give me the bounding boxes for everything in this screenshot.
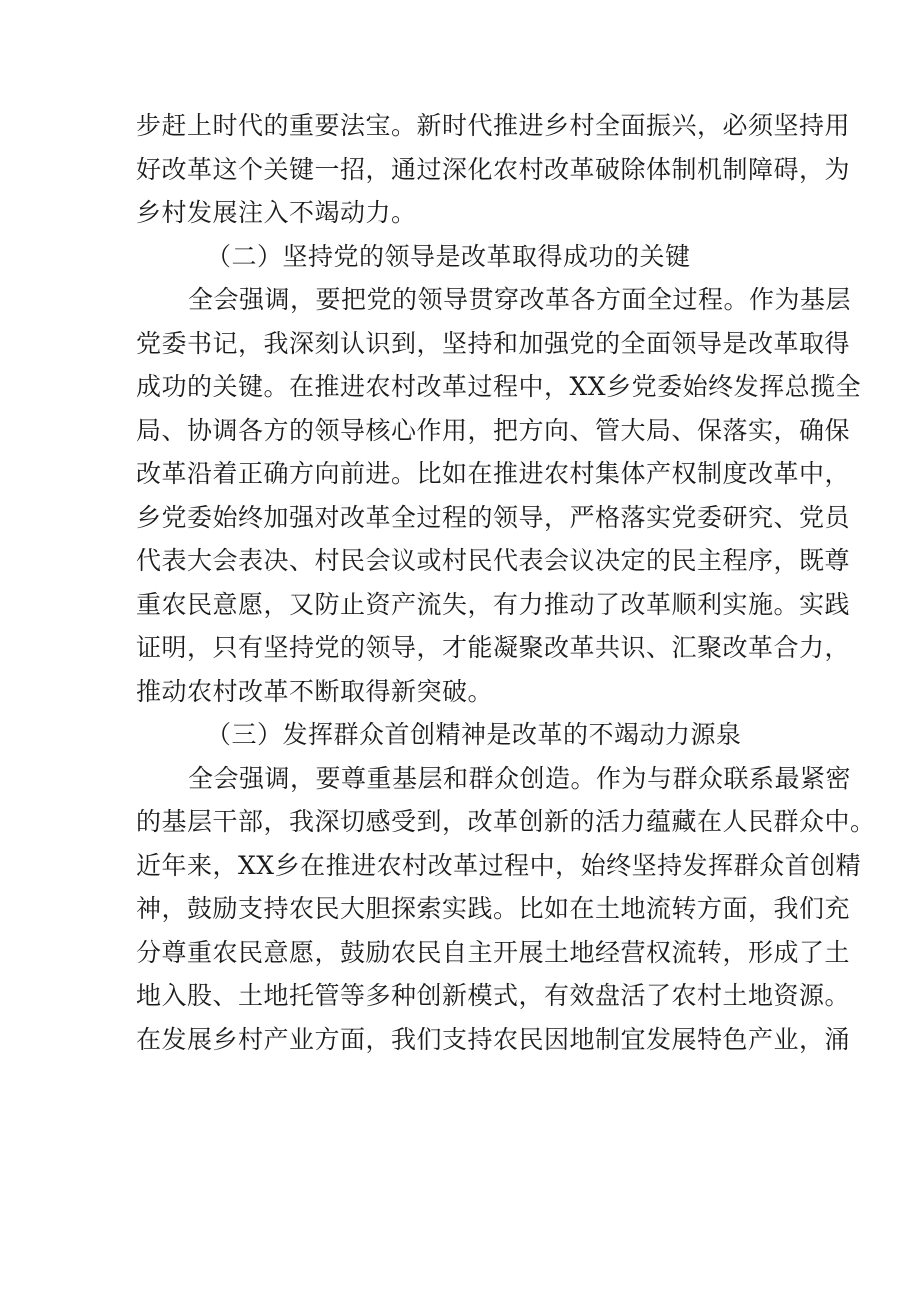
section-heading-2: （二）坚持党的领导是改革取得成功的关键: [206, 241, 691, 271]
text-line: 乡村发展注入不竭动力。: [136, 198, 417, 227]
text-line: 步赶上时代的重要法宝。新时代推进乡村全面振兴，必须坚持用: [136, 111, 851, 140]
text-line: 改革沿着正确方向前进。比如在推进农村集体产权制度改革中，: [136, 459, 851, 488]
paragraph-party-leadership: [136, 278, 862, 713]
text-line: 党委书记，我深刻认识到，坚持和加强党的全面领导是改革取得: [136, 328, 851, 358]
text-line: 证明，只有坚持党的领导，才能凝聚改革共识、汇聚改革合力，: [136, 633, 851, 662]
text-line: 分尊重农民意愿，鼓励农民自主开展土地经营权流转，形成了土: [136, 937, 851, 967]
text-line: 近年来，XX乡在推进农村改革过程中，始终坚持发挥群众首创精: [136, 850, 862, 880]
text-line: 好改革这个关键一招，通过深化农村改革破除体制机制障碍，为: [136, 154, 851, 184]
text-line: 的基层干部，我深切感受到，改革创新的活力蕴藏在人民群众中。: [136, 807, 876, 836]
text-line: 地入股、土地托管等多种创新模式，有效盘活了农村土地资源。: [136, 981, 851, 1010]
text-line: 全会强调，要把党的领导贯穿改革各方面全过程。作为基层: [188, 285, 852, 314]
text-line: 重农民意愿，又防止资产流失，有力推动了改革顺利实施。实践: [136, 589, 851, 619]
paragraph-continuation: [136, 104, 851, 235]
text-line: 在发展乡村产业方面，我们支持农民因地制宜发展特色产业，涌: [136, 1024, 851, 1054]
document-page: [136, 104, 876, 1061]
text-line: 成功的关键。在推进农村改革过程中，XX乡党委始终发挥总揽全: [136, 372, 862, 401]
paragraph-mass-creativity: [136, 757, 876, 1062]
text-line: 乡党委始终加强对改革全过程的领导，严格落实党委研究、党员: [136, 502, 851, 532]
text-line: 代表大会表决、村民会议或村民代表会议决定的民主程序，既尊: [136, 546, 851, 575]
section-heading-3: （三）发挥群众首创精神是改革的不竭动力源泉: [206, 720, 742, 749]
text-line: 全会强调，要尊重基层和群众创造。作为与群众联系最紧密: [188, 763, 852, 793]
text-line: 局、协调各方的领导核心作用，把方向、管大局、保落实，确保: [136, 415, 851, 445]
text-line: 推动农村改革不断取得新突破。: [136, 676, 494, 706]
text-line: 神，鼓励支持农民大胆探索实践。比如在土地流转方面，我们充: [136, 894, 851, 923]
